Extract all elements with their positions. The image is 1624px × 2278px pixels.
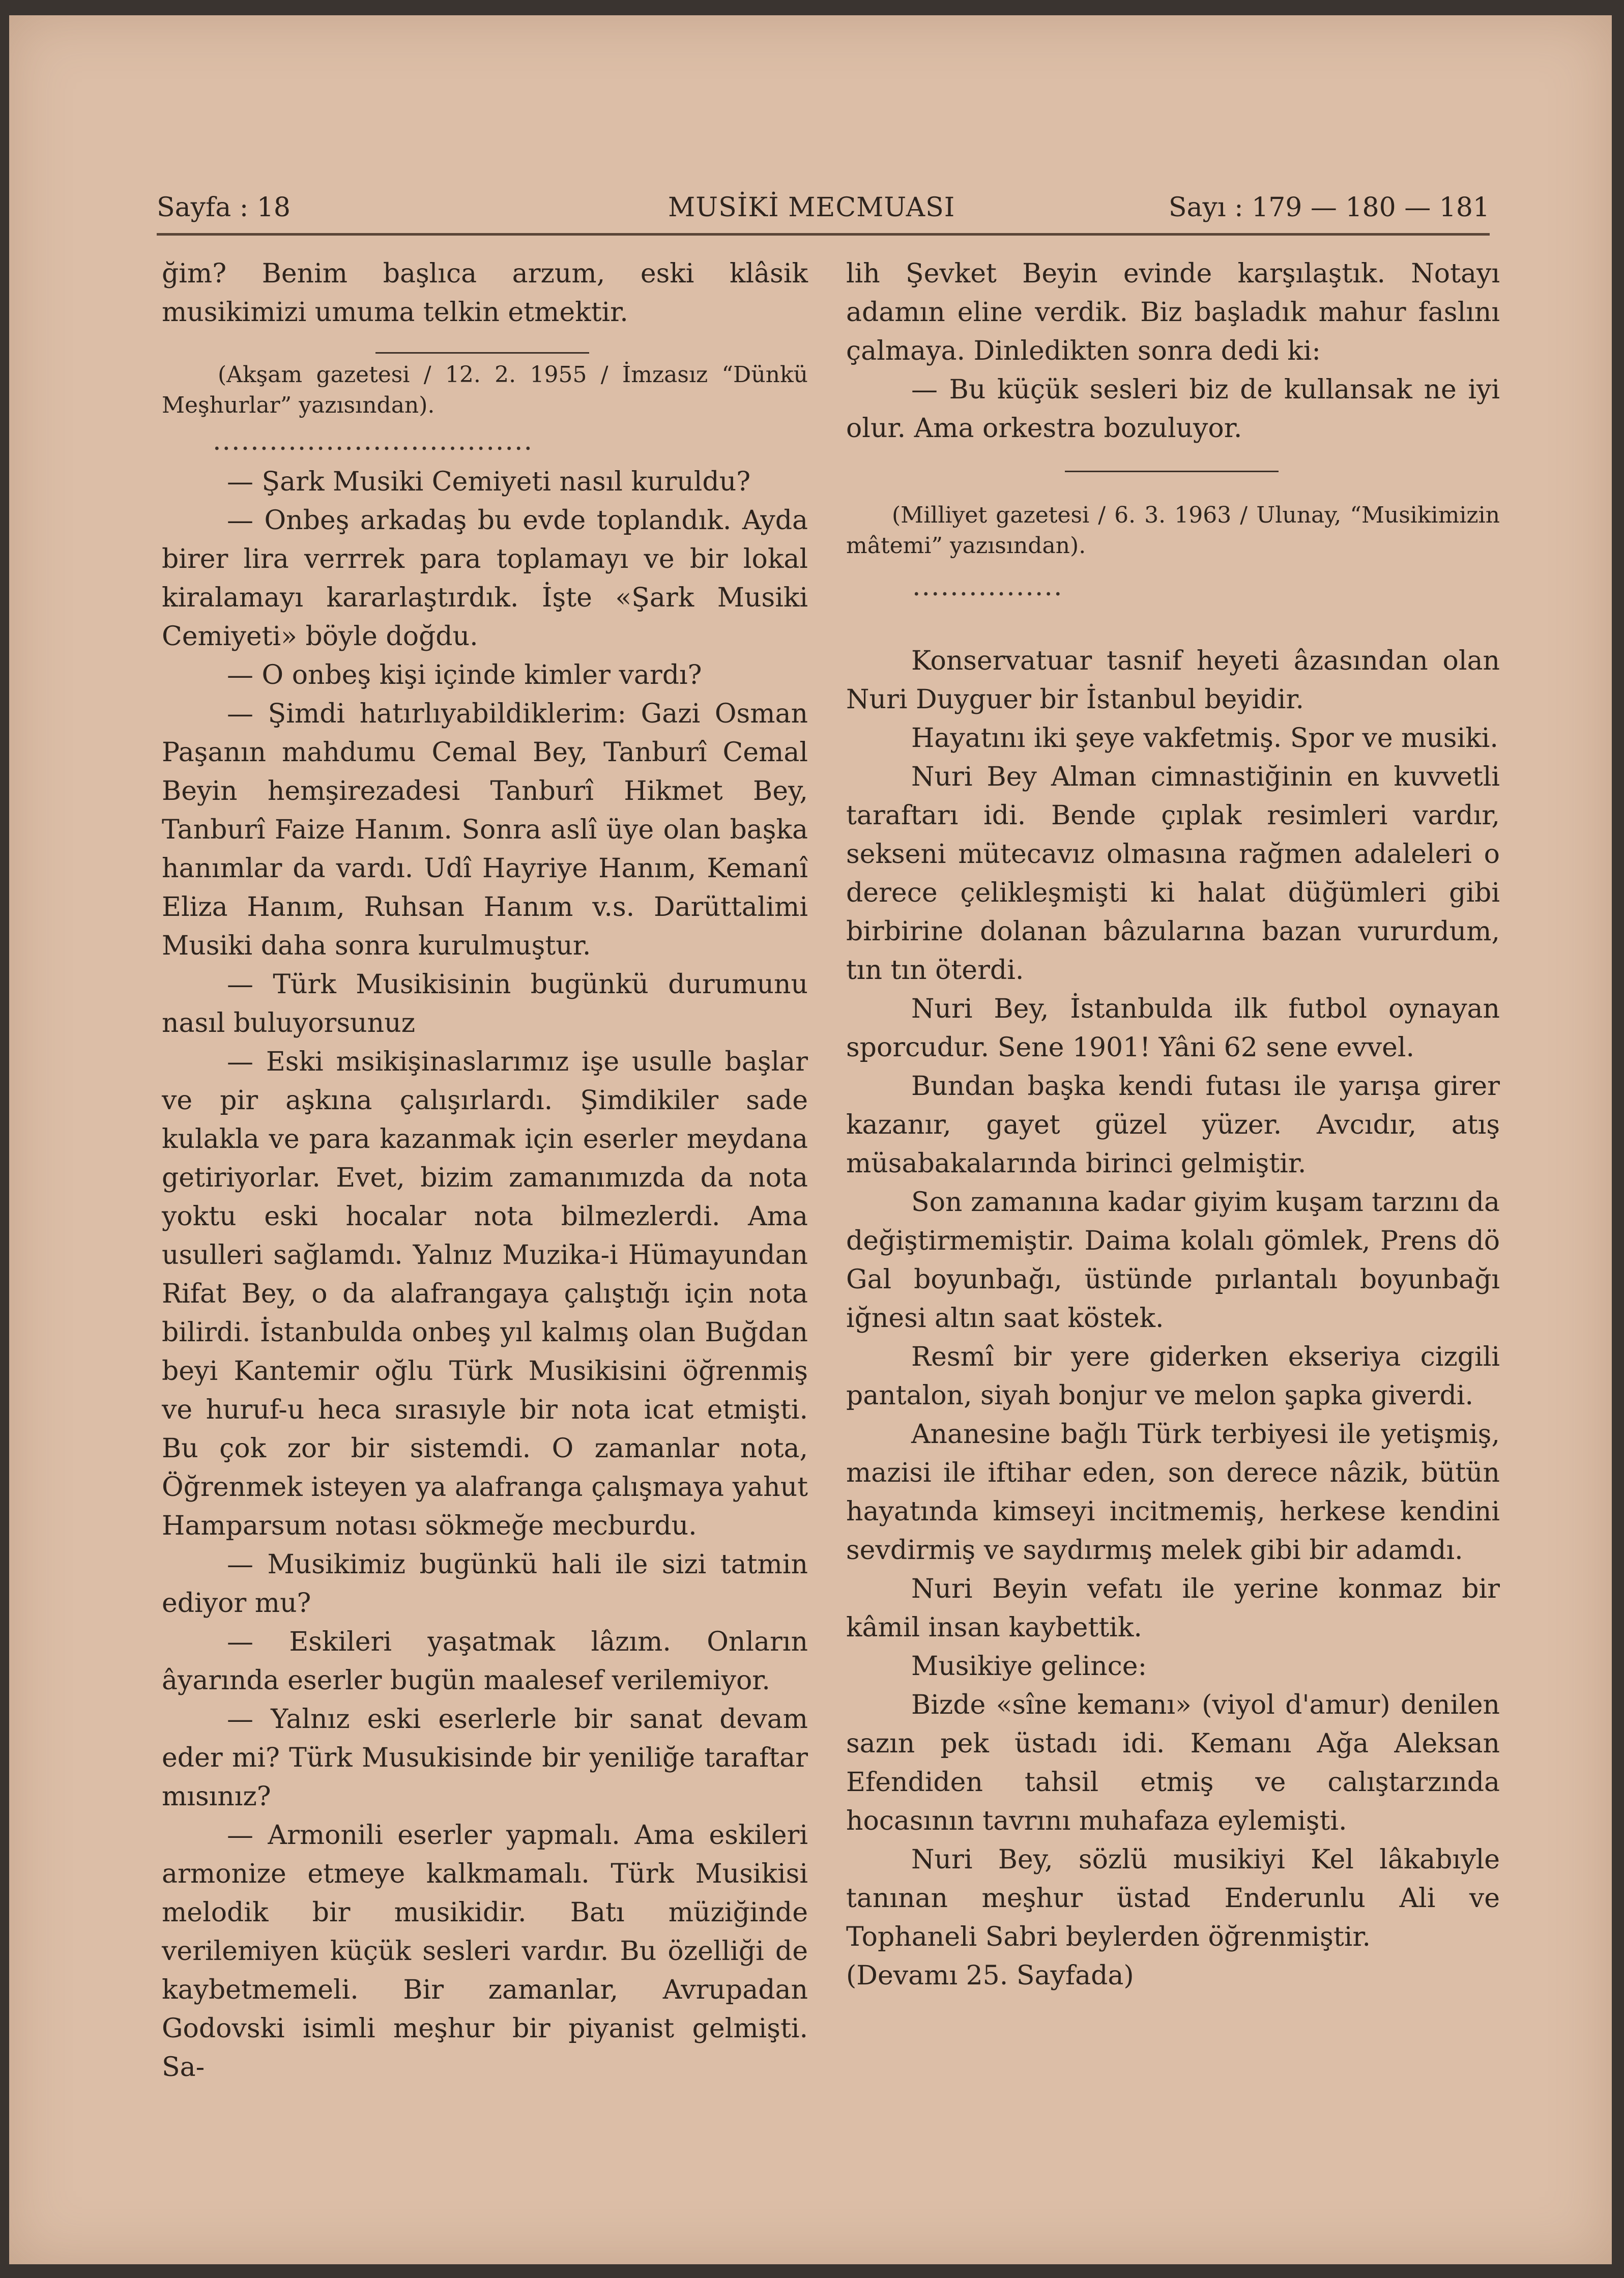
paragraph: Bundan başka kendi futası ile yarışa girer kazanır, gayet güzel yüzer. Avcıdır, atış müsabakalarında birinci gelmiştir. xyxy=(846,1071,1500,1179)
paragraph: — Eski msikişinaslarımız işe usulle başlar ve pir aşkına çalışırlardı. Şimdikiler sade kulakla ve para kazanmak için eserler meydana getiriyorlar. Evet, bizim zamanımızda da nota yoktu eski hocalar nota bilmezlerdi. Ama usulleri sağlamdı. Yalnız Muzika-i Hümayundan Rifat Bey, o da alafrangaya çalıştığı için nota bilirdi. İstanbulda onbeş yıl kalmış olan Buğdan beyi Kantemir oğlu Türk Musikisini öğrenmiş ve huruf-u heca sırasıyle bir nota icat etmişti. Bu çok zor bir sistemdi. O zamanlar nota, Öğrenmek isteyen ya alafranga çalışmaya yahut Hamparsum notası sökmeğe mecburdu. xyxy=(162,1047,808,1541)
paragraph: Son zamanına kadar giyim kuşam tarzını da değiştirmemiştir. Daima kolalı gömlek, Prens dö Gal boyunbağı, üstünde pırlantalı boyunbağı iğnesi altın saat köstek. xyxy=(846,1187,1500,1334)
paragraph: Nuri Bey, sözlü musikiyi Kel lâkabıyle tanınan meşhur üstad Enderunlu Ali ve Tophaneli Sabri beylerden öğrenmiştir. xyxy=(846,1844,1500,1952)
paragraph: — Şimdi hatırlıyabildiklerim: Gazi Osman Paşanın mahdumu Cemal Bey, Tanburî Cemal Beyin hemşirezadesi Tanburî Hikmet Bey, Tanburî Faize Hanım. Sonra aslî üye olan başka hanımlar da vardı. Udî Hayriye Hanım, Kemanî Eliza Hanım, Ruhsan Hanım v.s. Darüttalimi Musiki daha sonra kurulmuştur. xyxy=(162,699,808,961)
paragraph: Nuri Bey Alman cimnastiğinin en kuvvetli taraftarı idi. Bende çıplak resimleri vardır, sekseni mütecavız olmasına rağmen adaleleri o derece çelikleşmişti ki halat düğümleri gibi birbirine dolanan bâzularına bazan vururdum, tın tın öterdi. xyxy=(846,762,1500,986)
paragraph: — Bu küçük sesleri biz de kullansak ne iyi olur. Ama orkestra bozuluyor. xyxy=(846,374,1500,444)
paragraph: — Türk Musikisinin bugünkü durumunu nasıl buluyorsunuz xyxy=(162,969,808,1039)
paragraph: — Şark Musiki Cemiyeti nasıl kuruldu? xyxy=(227,467,751,497)
page-number: Sayfa : 18 xyxy=(157,192,291,223)
ellipsis-divider: .................................. xyxy=(213,426,533,456)
paragraph: ğim? Benim başlıca arzum, eski klâsik musikimizi umuma telkin etmektir. xyxy=(162,258,808,328)
paragraph: Musikiye gelince: xyxy=(911,1651,1147,1682)
paragraph: Hayatını iki şeye vakfetmiş. Spor ve musiki. xyxy=(911,723,1498,754)
paragraph: — Yalnız eski eserlerle bir sanat devam eder mi? Türk Musukisinde bir yeniliğe taraftar mısınız? xyxy=(162,1704,808,1812)
left-column xyxy=(162,254,808,2087)
separator-rule xyxy=(1065,471,1279,472)
page-header xyxy=(157,187,1490,236)
source-citation: (Akşam gazetesi / 12. 2. 1955 / İmzasız “Dünkü Meşhurlar” yazısından). xyxy=(162,362,808,418)
separator-rule xyxy=(375,352,589,354)
paragraph: Nuri Bey, İstanbulda ilk futbol oynayan sporcudur. Sene 1901! Yâni 62 sene evvel. xyxy=(846,994,1500,1063)
paragraph: — Musikimiz bugünkü hali ile sizi tatmin ediyor mu? xyxy=(162,1549,808,1619)
paragraph: Nuri Beyin vefatı ile yerine konmaz bir kâmil insan kaybettik. xyxy=(846,1574,1500,1643)
paragraph: Resmî bir yere giderken ekseriya cizgili pantalon, siyah bonjur ve melon şapka giverdi. xyxy=(846,1342,1500,1411)
paragraph: — O onbeş kişi içinde kimler vardı? xyxy=(227,660,702,690)
paragraph: — Eskileri yaşatmak lâzım. Onların âyarında eserler bugün maalesef verilemiyor. xyxy=(162,1627,808,1696)
right-column xyxy=(846,254,1500,1995)
newspaper-page xyxy=(9,15,1612,2264)
issue-number: Sayı : 179 — 180 — 181 xyxy=(1168,192,1490,223)
paragraph: lih Şevket Beyin evinde karşılaştık. Notayı adamın eline verdik. Biz başladık mahur faslını çalmaya. Dinledikten sonra dedi ki: xyxy=(846,258,1500,366)
magazine-title: MUSİKİ MECMUASI xyxy=(668,192,955,223)
paragraph: Bizde «sîne kemanı» (viyol d'amur) denilen sazın pek üstadı idi. Kemanı Ağa Aleksan Efendiden tahsil etmiş ve calıştarzında hocasının tavrını muhafaza eylemişti. xyxy=(846,1690,1500,1836)
paragraph: Ananesine bağlı Türk terbiyesi ile yetişmiş, mazisi ile iftihar eden, son derece nâzik, bütün hayatında kimseyi incitmemiş, herkese kendini sevdirmiş ve saydırmış melek gibi bir adamdı. xyxy=(846,1419,1500,1566)
paragraph: Konservatuar tasnif heyeti âzasından olan Nuri Duyguer bir İstanbul beyidir. xyxy=(846,646,1500,715)
source-citation: (Milliyet gazetesi / 6. 3. 1963 / Ulunay, “Musikimizin mâtemi” yazısından). xyxy=(846,502,1500,559)
paragraph: — Onbeş arkadaş bu evde toplandık. Ayda birer lira verrrek para toplamayı ve bir lokal kiralamayı kararlaştırdık. İşte «Şark Musiki Cemiyeti» böyle doğdu. xyxy=(162,505,808,652)
continued-note: (Devamı 25. Sayfada) xyxy=(846,1960,1134,1991)
paragraph: — Armonili eserler yapmalı. Ama eskileri armonize etmeye kalkmamalı. Türk Musikisi melodik bir musikidir. Batı müziğinde verilemiyen küçük sesleri vardır. Bu özelliği de kaybetmemeli. Bir zamanlar, Avrupadan Godovski isimli meşhur bir piyanist gelmişti. Sa- xyxy=(162,1820,808,2083)
ellipsis-divider: ................ xyxy=(912,571,1063,602)
